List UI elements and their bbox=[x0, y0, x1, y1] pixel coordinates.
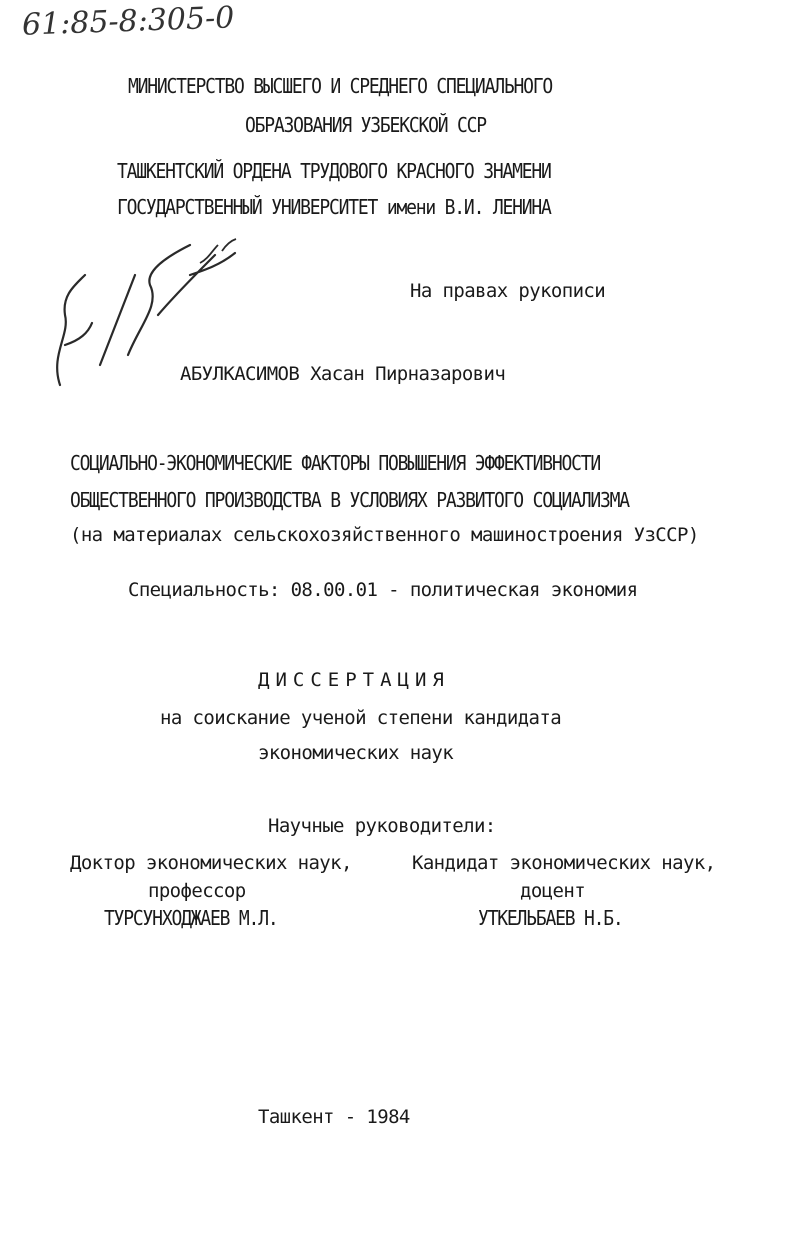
dissertation-line-1: на соискание ученой степени кандидата bbox=[160, 707, 562, 729]
dissertation-line-2: экономических наук bbox=[258, 742, 454, 764]
archive-mark: 61:85-8:305-0 bbox=[21, 0, 235, 43]
supervisor-right-degree: Кандидат экономических наук, bbox=[412, 852, 716, 874]
ministry-line-2: ОБРАЗОВАНИЯ УЗБЕКСКОЙ ССР bbox=[245, 113, 486, 138]
university-line-2: ГОСУДАРСТВЕННЫЙ УНИВЕРСИТЕТ имени В.И. ЛЕНИНА bbox=[117, 195, 551, 220]
city-year: Ташкент - 1984 bbox=[258, 1106, 410, 1128]
supervisor-left-degree: Доктор экономических наук, bbox=[70, 852, 352, 874]
supervisor-left-rank: профессор bbox=[148, 880, 246, 902]
rights-note: На правах рукописи bbox=[410, 280, 606, 302]
title-line-2: ОБЩЕСТВЕННОГО ПРОИЗВОДСТВА В УСЛОВИЯХ РАЗВИТОГО СОЦИАЛИЗМА bbox=[70, 488, 629, 513]
dissertation-heading: ДИССЕРТАЦИЯ bbox=[258, 669, 450, 691]
supervisor-right-name: УТКЕЛЬБАЕВ Н.Б. bbox=[478, 906, 623, 931]
supervisor-right-rank: доцент bbox=[520, 880, 586, 902]
university-line-1: ТАШКЕНТСКИЙ ОРДЕНА ТРУДОВОГО КРАСНОГО ЗНАМЕНИ bbox=[117, 159, 551, 184]
specialty: Специальность: 08.00.01 - политическая экономия bbox=[128, 579, 638, 601]
supervisor-left-name: ТУРСУНХОДЖАЕВ М.Л. bbox=[104, 906, 278, 931]
ministry-line-1: МИНИСТЕРСТВО ВЫСШЕГО И СРЕДНЕГО СПЕЦИАЛЬНОГО bbox=[128, 74, 553, 99]
title-subtitle: (на материалах сельскохозяйственного машиностроения УзССР) bbox=[70, 524, 699, 546]
author-name: АБУЛКАСИМОВ Хасан Пирназарович bbox=[180, 363, 506, 385]
supervisors-heading: Научные руководители: bbox=[268, 815, 496, 837]
title-line-1: СОЦИАЛЬНО-ЭКОНОМИЧЕСКИЕ ФАКТОРЫ ПОВЫШЕНИЯ ЭФФЕКТИВНОСТИ bbox=[70, 451, 601, 476]
